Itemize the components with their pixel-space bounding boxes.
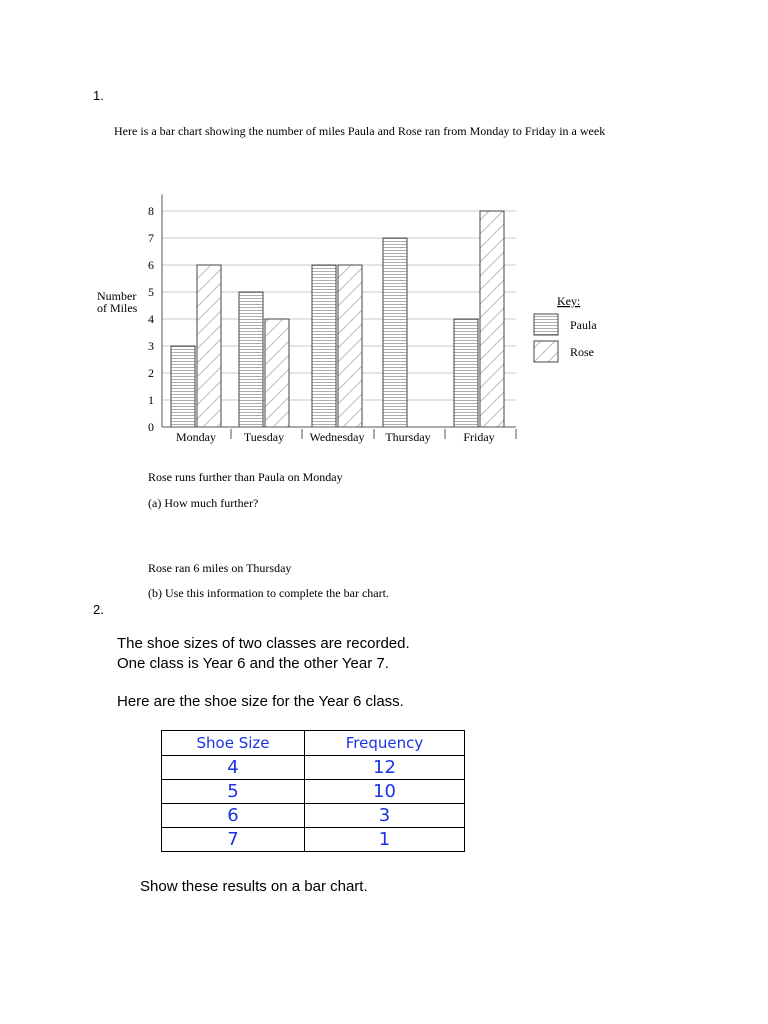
cell-shoe-size: 7 [162, 828, 305, 852]
x-tick-label: Tuesday [243, 430, 285, 444]
bar-paula [454, 319, 478, 427]
question-2-number: 2. [93, 602, 104, 617]
legend-label: Rose [570, 345, 594, 359]
x-tick-label: Friday [463, 430, 495, 444]
header-shoe-size: Shoe Size [162, 731, 305, 756]
legend-swatch-paula [534, 314, 558, 335]
bar-paula [383, 238, 407, 427]
table-row [162, 780, 465, 804]
table-row [162, 828, 465, 852]
bar-chart [0, 0, 768, 470]
y-tick-label: 2 [148, 366, 154, 380]
bar-paula [171, 346, 195, 427]
question-1-part-a: (a) How much further? [148, 496, 259, 510]
cell-shoe-size: 4 [162, 756, 305, 780]
question-1-intro: Here is a bar chart showing the number of miles Paula and Rose ran from Monday to Friday in a week [114, 124, 606, 138]
y-tick-label: 3 [148, 339, 154, 353]
y-tick-label: 7 [148, 231, 154, 245]
y-tick-label: 8 [148, 204, 154, 218]
cell-frequency: 10 [305, 780, 465, 804]
legend-title: Key: [557, 294, 581, 308]
shoe-size-table [161, 730, 465, 852]
header-frequency: Frequency [305, 731, 465, 756]
cell-shoe-size: 5 [162, 780, 305, 804]
question-2-line2: One class is Year 6 and the other Year 7. [117, 655, 389, 672]
question-1-number: 1. [93, 88, 104, 103]
table-row [162, 804, 465, 828]
cell-frequency: 3 [305, 804, 465, 828]
cell-frequency: 12 [305, 756, 465, 780]
bar-paula [239, 292, 263, 427]
bar-paula [312, 265, 336, 427]
question-1-text1: Rose runs further than Paula on Monday [148, 470, 343, 484]
y-axis-label-line1: Number [97, 289, 137, 303]
question-1-text2: Rose ran 6 miles on Thursday [148, 561, 292, 575]
bar-rose [265, 319, 289, 427]
question-2-line3: Here are the shoe size for the Year 6 class. [117, 693, 404, 710]
y-tick-label: 1 [148, 393, 154, 407]
table-header-row [162, 731, 465, 756]
table-row [162, 756, 465, 780]
y-tick-label: 4 [148, 312, 154, 326]
x-tick-label: Thursday [385, 430, 431, 444]
question-2-line1: The shoe sizes of two classes are recorded. [117, 635, 410, 652]
y-tick-label: 0 [148, 420, 154, 434]
cell-frequency: 1 [305, 828, 465, 852]
question-1-part-b: (b) Use this information to complete the bar chart. [148, 586, 389, 600]
y-tick-label: 6 [148, 258, 154, 272]
legend-swatch-rose [534, 341, 558, 362]
y-tick-label: 5 [148, 285, 154, 299]
bar-rose [480, 211, 504, 427]
question-2-instruction: Show these results on a bar chart. [140, 878, 368, 895]
x-tick-label: Wednesday [309, 430, 365, 444]
bar-rose [197, 265, 221, 427]
legend-label: Paula [570, 318, 597, 332]
bar-rose [338, 265, 362, 427]
x-tick-label: Monday [176, 430, 216, 444]
cell-shoe-size: 6 [162, 804, 305, 828]
y-axis-label-line2: of Miles [97, 301, 138, 315]
